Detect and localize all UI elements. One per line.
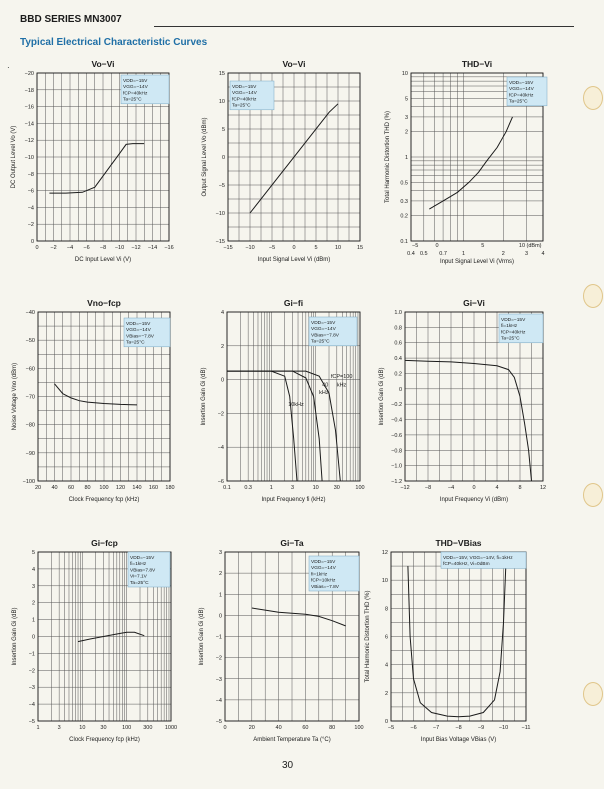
legend-entry: fi=1kHz bbox=[311, 572, 328, 578]
chart-5 bbox=[201, 298, 365, 503]
chart-title: Vo−Vi bbox=[282, 59, 306, 69]
y-tick-label: 0.4 bbox=[394, 356, 402, 363]
x-tick-label: −10 bbox=[498, 725, 509, 731]
y-tick-label: −2 bbox=[28, 668, 35, 675]
x-tick-label: 5 bbox=[481, 243, 485, 249]
x-tick-label: 10 bbox=[312, 485, 319, 491]
x-tick-label: 140 bbox=[132, 485, 142, 491]
y-tick-label: −6 bbox=[27, 188, 34, 195]
chart-2 bbox=[202, 59, 363, 263]
x-axis-label: Input Frequency fi (kHz) bbox=[261, 497, 326, 503]
y-tick-label: 2 bbox=[31, 600, 35, 607]
legend-entry: Ta=25°C bbox=[509, 99, 528, 105]
annotation-label: 40 bbox=[322, 382, 329, 389]
x-tick-label: −11 bbox=[521, 725, 531, 731]
x-tick-label: 0.5 bbox=[419, 251, 428, 257]
y-tick-label: −18 bbox=[24, 87, 34, 94]
x-axis-label: Clock Frequency fcp (kHz) bbox=[69, 737, 140, 743]
x-tick-label: 0 bbox=[292, 245, 296, 251]
chart-title: THD−Vi bbox=[461, 59, 493, 69]
y-tick-label: 4 bbox=[384, 662, 388, 669]
x-tick-label: −5 bbox=[268, 245, 276, 251]
y-tick-label: 0 bbox=[384, 719, 388, 725]
y-axis-label: Insertion Gain Gi (dB) bbox=[201, 367, 207, 426]
x-tick-label: 4 bbox=[541, 251, 545, 257]
x-tick-label: −12 bbox=[131, 245, 141, 251]
y-tick-label: 15 bbox=[218, 71, 225, 77]
y-tick-label: 10 bbox=[381, 578, 388, 585]
x-tick-label: 40 bbox=[275, 725, 282, 731]
x-tick-label: 100 bbox=[122, 725, 132, 731]
y-tick-label: −1 bbox=[215, 634, 222, 641]
legend-box bbox=[507, 77, 547, 106]
legend-entry: VDD=−15V bbox=[311, 560, 336, 565]
legend-entry: VDD=−15V bbox=[509, 81, 534, 86]
x-tick-label: −5 bbox=[412, 243, 419, 249]
y-axis-label: Insertion Gain Gi (dB) bbox=[12, 607, 18, 666]
y-tick-label: 8 bbox=[384, 606, 388, 613]
x-tick-label: 3 bbox=[57, 725, 61, 731]
x-tick-label: −8 bbox=[424, 485, 432, 491]
y-tick-label: −2 bbox=[215, 655, 222, 662]
y-tick-label: 0 bbox=[30, 239, 34, 245]
x-tick-label: 60 bbox=[302, 725, 309, 731]
y-tick-label: −80 bbox=[25, 422, 35, 429]
x-tick-label: 2 bbox=[501, 251, 505, 257]
x-tick-label: 4 bbox=[495, 485, 499, 491]
x-tick-label: 120 bbox=[115, 485, 126, 491]
annotation-label: 10kHz bbox=[288, 401, 304, 408]
chart-3 bbox=[385, 59, 547, 265]
x-tick-label: 80 bbox=[329, 725, 336, 731]
x-tick-label: −14 bbox=[147, 245, 158, 251]
legend-entry: fi=1kHz bbox=[501, 324, 518, 330]
x-tick-label: 0 bbox=[223, 725, 227, 731]
y-tick-label: 0.2 bbox=[394, 371, 402, 378]
x-tick-label: 0.4 bbox=[407, 251, 415, 257]
series-line bbox=[405, 360, 532, 481]
chart-9 bbox=[365, 538, 530, 743]
x-tick-label: −9 bbox=[477, 725, 485, 731]
legend-entry: VGG=−14V bbox=[126, 328, 151, 334]
y-tick-label: 1.0 bbox=[394, 310, 402, 316]
x-tick-label: 0 bbox=[35, 245, 39, 251]
y-tick-label: 0.3 bbox=[400, 198, 408, 205]
y-tick-label: −60 bbox=[25, 366, 35, 373]
annotation-label: kHz bbox=[336, 382, 347, 389]
page-number: 30 bbox=[282, 760, 294, 771]
y-tick-label: 0 bbox=[31, 634, 35, 641]
x-axis-label: Input Signal Level Vi (dBm) bbox=[257, 257, 331, 263]
y-tick-label: −4 bbox=[28, 702, 35, 709]
series-line bbox=[49, 144, 144, 194]
legend-entry: VGG=−14V bbox=[509, 87, 534, 93]
y-tick-label: 3 bbox=[404, 114, 408, 121]
y-tick-label: 3 bbox=[218, 550, 222, 556]
y-tick-label: −0.2 bbox=[391, 402, 402, 409]
x-tick-label: 1 bbox=[36, 725, 40, 731]
x-tick-label: −8 bbox=[99, 245, 107, 251]
legend-entry: VDD=−15V bbox=[311, 321, 336, 326]
y-tick-label: 10 bbox=[218, 99, 225, 105]
legend-entry: VGG=−14V bbox=[123, 85, 148, 91]
series-title: BBD SERIES MN3007 bbox=[20, 14, 122, 25]
x-tick-label: 3 bbox=[290, 485, 295, 491]
x-tick-label: −8 bbox=[455, 725, 462, 731]
y-tick-label: −4 bbox=[215, 697, 222, 704]
x-axis-label: Input Frequency Vi (dBm) bbox=[439, 497, 509, 503]
y-tick-label: 10 bbox=[401, 71, 408, 77]
annotation-label: kHz bbox=[319, 389, 329, 396]
y-tick-label: −3 bbox=[28, 685, 35, 692]
chart-title: Gi−fi bbox=[283, 298, 304, 308]
legend-entry: VGG=−14V bbox=[311, 327, 336, 333]
x-tick-label: 0.3 bbox=[244, 485, 252, 491]
legend-entry: fCP=40kHz bbox=[123, 91, 148, 97]
y-axis-label: Insertion Gain Gi (dB) bbox=[379, 367, 385, 426]
legend-entry: Ta=25°C bbox=[501, 336, 520, 342]
x-tick-label: 20 bbox=[34, 485, 42, 491]
y-tick-label: 5 bbox=[31, 550, 35, 556]
y-tick-label: 3 bbox=[31, 583, 35, 590]
x-tick-label: 5 bbox=[314, 245, 318, 251]
y-tick-label: 0 bbox=[218, 613, 222, 620]
legend-entry: VDD=−15V bbox=[501, 318, 526, 323]
x-tick-label: 100 bbox=[355, 485, 365, 491]
legend-box bbox=[230, 81, 274, 110]
x-tick-label: 0.1 bbox=[223, 485, 231, 491]
legend-entry: fi=1kHz bbox=[130, 562, 147, 568]
y-tick-label: −0.8 bbox=[391, 448, 402, 455]
y-tick-label: −40 bbox=[25, 310, 35, 316]
y-tick-label: −90 bbox=[25, 450, 35, 457]
legend-entry: VGG=−14V bbox=[311, 566, 336, 572]
legend-entry: fCP=40kHz, Vi=0dBm bbox=[443, 562, 490, 568]
legend-entry: fCP=10kHz bbox=[311, 578, 336, 584]
y-tick-label: 0.5 bbox=[400, 180, 408, 187]
y-tick-label: 2 bbox=[404, 129, 408, 136]
x-axis-label: DC Input Level Vi (V) bbox=[74, 257, 132, 263]
chart-title: Gi−fcp bbox=[91, 538, 118, 548]
legend-entry: VDD=−15V bbox=[130, 556, 155, 561]
y-tick-label: −10 bbox=[24, 155, 34, 161]
y-tick-label: 0 bbox=[398, 386, 402, 393]
chart-title: Vo−Vi bbox=[91, 59, 115, 69]
x-tick-label: 300 bbox=[143, 725, 153, 731]
series-line bbox=[408, 566, 506, 717]
x-tick-label: 10 bbox=[334, 245, 342, 251]
y-tick-label: 1 bbox=[404, 155, 408, 161]
y-tick-label: −4 bbox=[217, 445, 224, 452]
legend-entry: Ta=25°C bbox=[311, 339, 330, 345]
y-tick-label: −20 bbox=[24, 71, 34, 77]
y-axis-label: Output Signal Level Vo (dBm) bbox=[202, 117, 208, 197]
y-tick-label: 1 bbox=[218, 592, 222, 599]
x-tick-label: −6 bbox=[83, 245, 90, 251]
y-tick-label: 0.1 bbox=[400, 239, 408, 245]
legend-entry: Ta=25°C bbox=[126, 340, 145, 346]
x-tick-label: 20 bbox=[248, 725, 255, 731]
page-subtitle: Typical Electrical Characteristic Curves bbox=[20, 37, 208, 48]
y-tick-label: −12 bbox=[24, 138, 34, 145]
legend-entry: VDD=−15V, VGG=−14V, fi=1kHz bbox=[443, 556, 513, 561]
x-axis-label: Clock Frequency fcp (kHz) bbox=[68, 497, 140, 503]
x-tick-label: 3 bbox=[524, 251, 529, 257]
y-tick-label: −5 bbox=[28, 719, 35, 725]
legend-entry: Vi=7.1V bbox=[130, 574, 147, 580]
x-tick-label: 10 bbox=[79, 725, 86, 731]
x-tick-label: −10 bbox=[245, 245, 255, 251]
y-tick-label: −5 bbox=[215, 719, 222, 725]
x-tick-label: 100 bbox=[354, 725, 364, 731]
y-axis-label: Noise Voltage Vno (dBm) bbox=[12, 362, 18, 431]
y-tick-label: −1.2 bbox=[391, 479, 402, 485]
x-tick-label: 10 (dBm) bbox=[518, 243, 542, 249]
legend-entry: VDD=−15V bbox=[123, 79, 148, 84]
chart-title: Vno−fcp bbox=[87, 298, 121, 308]
series-line bbox=[429, 117, 512, 209]
y-axis-label: Total Harmonic Distortion THD (%) bbox=[385, 111, 391, 203]
annotation-label: fCP=100 bbox=[330, 373, 353, 380]
y-tick-label: −2 bbox=[217, 411, 224, 418]
series-line bbox=[252, 608, 346, 626]
chart-7 bbox=[12, 538, 177, 743]
x-tick-label: 0 bbox=[435, 243, 439, 249]
legend-entry: VBias=−7.8V bbox=[126, 334, 155, 340]
x-tick-label: 80 bbox=[84, 485, 91, 491]
x-tick-label: −5 bbox=[387, 725, 395, 731]
x-tick-label: 30 bbox=[333, 485, 340, 491]
legend-box bbox=[441, 552, 526, 568]
y-tick-label: −14 bbox=[24, 121, 34, 128]
x-tick-label: −6 bbox=[410, 725, 417, 731]
y-axis-label: DC Output Level Vo (V) bbox=[11, 125, 17, 189]
y-tick-label: 4 bbox=[31, 566, 35, 573]
y-tick-label: −15 bbox=[215, 239, 225, 245]
legend-entry: VDD=−15V bbox=[126, 322, 151, 327]
legend-box bbox=[309, 317, 357, 346]
series-line bbox=[78, 632, 144, 641]
y-tick-label: −70 bbox=[25, 394, 35, 401]
legend-entry: Ta=25°C bbox=[232, 103, 251, 109]
x-tick-label: 180 bbox=[165, 485, 175, 491]
legend-entry: Ta=25°C bbox=[130, 580, 149, 586]
x-tick-label: 12 bbox=[539, 485, 547, 491]
x-tick-label: −2 bbox=[50, 245, 57, 251]
y-tick-label: 6 bbox=[384, 634, 388, 641]
y-tick-label: 0.2 bbox=[400, 213, 408, 220]
y-tick-label: −100 bbox=[22, 479, 35, 485]
y-tick-label: −16 bbox=[24, 104, 34, 111]
legend-entry: VBias=7.8V bbox=[130, 568, 156, 574]
y-tick-label: −8 bbox=[27, 171, 34, 178]
legend-entry: fCP=40kHz bbox=[509, 93, 534, 99]
y-tick-label: −6 bbox=[217, 479, 224, 485]
y-tick-label: 2 bbox=[218, 571, 222, 578]
y-tick-label: 0.6 bbox=[394, 340, 402, 347]
legend-entry: VDD=−15V bbox=[232, 85, 257, 90]
x-tick-label: 0 bbox=[472, 485, 476, 491]
y-tick-label: −5 bbox=[218, 183, 225, 189]
chart-1 bbox=[11, 59, 174, 263]
legend-box bbox=[124, 318, 170, 347]
y-tick-label: 12 bbox=[381, 550, 388, 556]
y-tick-label: −1.0 bbox=[391, 463, 402, 470]
stray-mark: · bbox=[7, 63, 10, 72]
y-tick-label: 0.8 bbox=[394, 325, 402, 332]
legend-entry: fCP=40kHz bbox=[501, 330, 526, 336]
x-tick-label: 1 bbox=[269, 485, 273, 491]
y-tick-label: 1 bbox=[31, 617, 35, 624]
chart-8 bbox=[199, 538, 364, 743]
y-tick-label: 5 bbox=[221, 127, 225, 133]
x-tick-label: 160 bbox=[148, 485, 159, 491]
chart-title: THD−VBias bbox=[435, 538, 482, 548]
series-line-10kHz bbox=[227, 371, 297, 481]
legend-entry: VBias=−7.8V bbox=[311, 584, 340, 590]
y-tick-label: −0.6 bbox=[391, 432, 402, 439]
x-tick-label: −4 bbox=[447, 485, 455, 491]
legend-entry: VBias=−7.8V bbox=[311, 333, 340, 339]
y-axis-label: Total Harmonic Distortion THD (%) bbox=[365, 590, 371, 683]
y-tick-label: 2 bbox=[384, 690, 388, 697]
x-tick-label: 1 bbox=[461, 251, 466, 257]
x-tick-label: 15 bbox=[356, 245, 364, 251]
y-tick-label: −4 bbox=[27, 205, 34, 212]
legend-box bbox=[128, 552, 170, 587]
y-tick-label: −0.4 bbox=[391, 417, 402, 424]
chart-title: Gi−Vi bbox=[463, 298, 485, 308]
y-tick-label: 0 bbox=[221, 155, 225, 161]
y-tick-label: −10 bbox=[215, 211, 225, 217]
x-tick-label: 8 bbox=[518, 485, 522, 491]
x-tick-label: −12 bbox=[400, 485, 410, 491]
x-tick-label: −15 bbox=[223, 245, 233, 251]
legend-box bbox=[121, 75, 169, 104]
x-tick-label: 60 bbox=[67, 485, 75, 491]
x-tick-label: 30 bbox=[100, 725, 107, 731]
y-tick-label: −50 bbox=[25, 338, 35, 345]
y-tick-label: 5 bbox=[404, 96, 408, 103]
chart-title: Gi−Ta bbox=[280, 538, 304, 548]
y-tick-label: 0 bbox=[220, 377, 224, 384]
x-axis-label: Input Signal Level Vi (Vrms) bbox=[439, 259, 515, 265]
chart-6 bbox=[379, 298, 546, 503]
legend-entry: VGG=−14V bbox=[232, 91, 257, 97]
y-tick-label: −2 bbox=[27, 222, 34, 229]
x-axis-label: Ambient Temperature Ta (°C) bbox=[253, 737, 331, 743]
y-tick-label: 4 bbox=[220, 310, 224, 316]
y-tick-label: 2 bbox=[220, 343, 224, 350]
x-tick-label: −7 bbox=[432, 725, 440, 731]
y-tick-label: −3 bbox=[215, 676, 222, 683]
series-line-40kHz bbox=[227, 371, 322, 481]
legend-box bbox=[499, 314, 543, 343]
x-tick-label: −10 bbox=[114, 245, 125, 251]
x-axis-label: Input Bias Voltage VBias (V) bbox=[420, 737, 497, 743]
x-tick-label: 0.7 bbox=[439, 251, 447, 257]
x-tick-label: −16 bbox=[164, 245, 174, 251]
x-tick-label: 1000 bbox=[164, 725, 178, 731]
legend-entry: fCP=40kHz bbox=[232, 97, 257, 103]
chart-4 bbox=[12, 298, 175, 503]
y-tick-label: −1 bbox=[28, 651, 35, 658]
x-tick-label: 100 bbox=[99, 485, 109, 491]
legend-entry: Ta=25°C bbox=[123, 97, 142, 103]
y-axis-label: Insertion Gain Gi (dB) bbox=[199, 607, 205, 666]
x-tick-label: −4 bbox=[66, 245, 74, 251]
x-tick-label: 40 bbox=[51, 485, 58, 491]
legend-box bbox=[309, 556, 359, 591]
